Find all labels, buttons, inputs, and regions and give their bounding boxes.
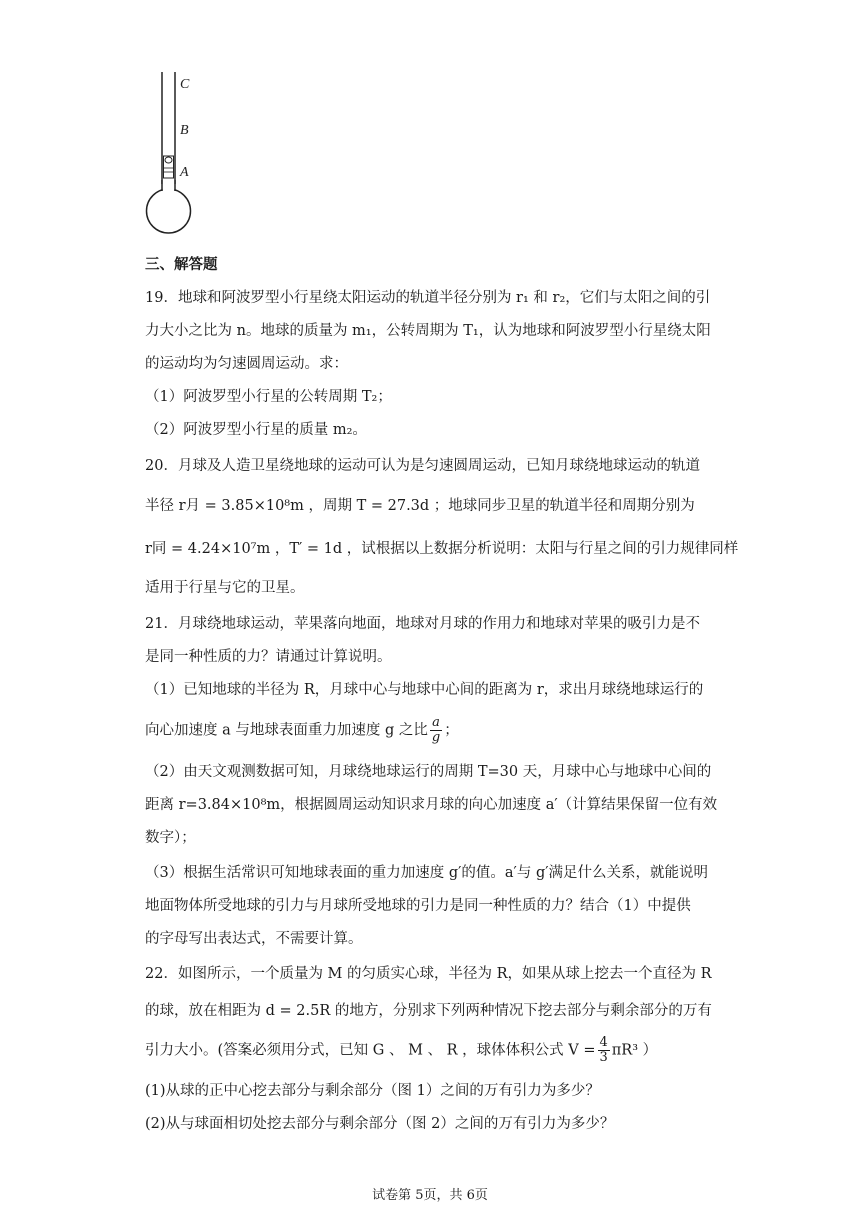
q21-line1: 21．月球绕地球运动，苹果落向地面，地球对月球的作用力和地球对苹果的吸引力是不 [145,616,700,632]
q22-line2: 的球，放在相距为 d = 2.5R 的地方，分别求下列两种情况下挖去部分与剩余部分的万有 [145,1003,712,1019]
volume-fraction-numerator: 4 [599,1035,608,1050]
label-c: C [180,77,190,92]
label-b: B [180,123,189,138]
q19-part1: （1）阿波罗型小行星的公转周期 T₂； [145,389,392,405]
bulb [147,189,191,233]
q20-line4: 适用于行星与它的卫星。 [145,580,305,596]
q21-part1-line1: （1）已知地球的半径为 R，月球中心与地球中心间的距离为 r，求出月球绕地球运行的 [145,682,704,698]
q22-line3-text-a: 引力大小。(答案必须用分式，已知 G 、 M 、 R ，球体体积公式 V = [145,1042,596,1059]
q20-line1: 20．月球及人造卫星绕地球的运动可认为是匀速圆周运动，已知月球绕地球运动的轨道 [145,458,700,474]
q20-line2: 半径 r月 = 3.85×10⁸m ，周期 T = 27.3d ；地球同步卫星的轨道半径和周期分别为 [145,498,695,514]
ratio-numerator: a [432,715,440,730]
q20-line3: r同 = 4.24×10⁷m ，T′ = 1d ，试根据以上数据分析说明：太阳与行星之间的引力规律同样 [145,541,739,557]
page-footer: 试卷第 5页，共 6页 [372,1188,488,1203]
q21-part2-line2: 距离 r=3.84×10⁸m，根据圆周运动知识求月球的向心加速度 a′（计算结果保留一位有效 [145,797,718,813]
q21-line2: 是同一种性质的力？请通过计算说明。 [145,649,392,665]
q21-part1-line2 [145,716,715,745]
q19-line2: 力大小之比为 n。地球的质量为 m₁，公转周期为 T₁，认为地球和阿波罗型小行星绕太阳 [145,323,711,339]
q21-part3-line2: 地面物体所受地球的引力与月球所受地球的引力是同一种性质的力？结合（1）中提供 [145,898,691,914]
q21-part1-text-b: ； [444,722,459,739]
q21-part2-line1: （2）由天文观测数据可知，月球绕地球运行的周期 T=30 天，月球中心与地球中心间的 [145,764,712,780]
q21-part3-line3: 的字母写出表达式，不需要计算。 [145,931,363,947]
volume-fraction-denominator: 3 [599,1050,608,1065]
q22-line3-text-b: πR³ ） [611,1042,658,1059]
q19-line1: 19．地球和阿波罗型小行星绕太阳运动的轨道半径分别为 r₁ 和 r₂，它们与太阳之间的引 [145,290,711,306]
q22-part2: (2)从与球面相切处挖去部分与剩余部分（图 2）之间的万有引力为多少？ [145,1116,615,1132]
label-a: A [180,165,189,180]
section-heading: 三、解答题 [145,256,218,273]
tube-bulb-figure [140,68,210,238]
q22-part1: (1)从球的正中心挖去部分与剩余部分（图 1）之间的万有引力为多少？ [145,1083,600,1099]
q19-part2: （2）阿波罗型小行星的质量 m₂。 [145,422,367,438]
q19-line3: 的运动均为匀速圆周运动。求： [145,356,348,372]
ratio-denominator: g [431,730,441,745]
q22-line3 [145,1036,715,1065]
q21-part3-line1: （3）根据生活常识可知地球表面的重力加速度 g′的值。a′与 g′满足什么关系，就能说明 [145,865,709,881]
q22-line1: 22．如图所示，一个质量为 M 的匀质实心球，半径为 R，如果从球上挖去一个直径为 R [145,966,712,982]
ratio-a-over-g [430,716,442,745]
q21-part2-line3: 数字）； [145,830,196,846]
q21-part1-text-a: 向心加速度 a 与地球表面重力加速度 g 之比 [145,722,428,739]
volume-fraction [598,1036,610,1065]
